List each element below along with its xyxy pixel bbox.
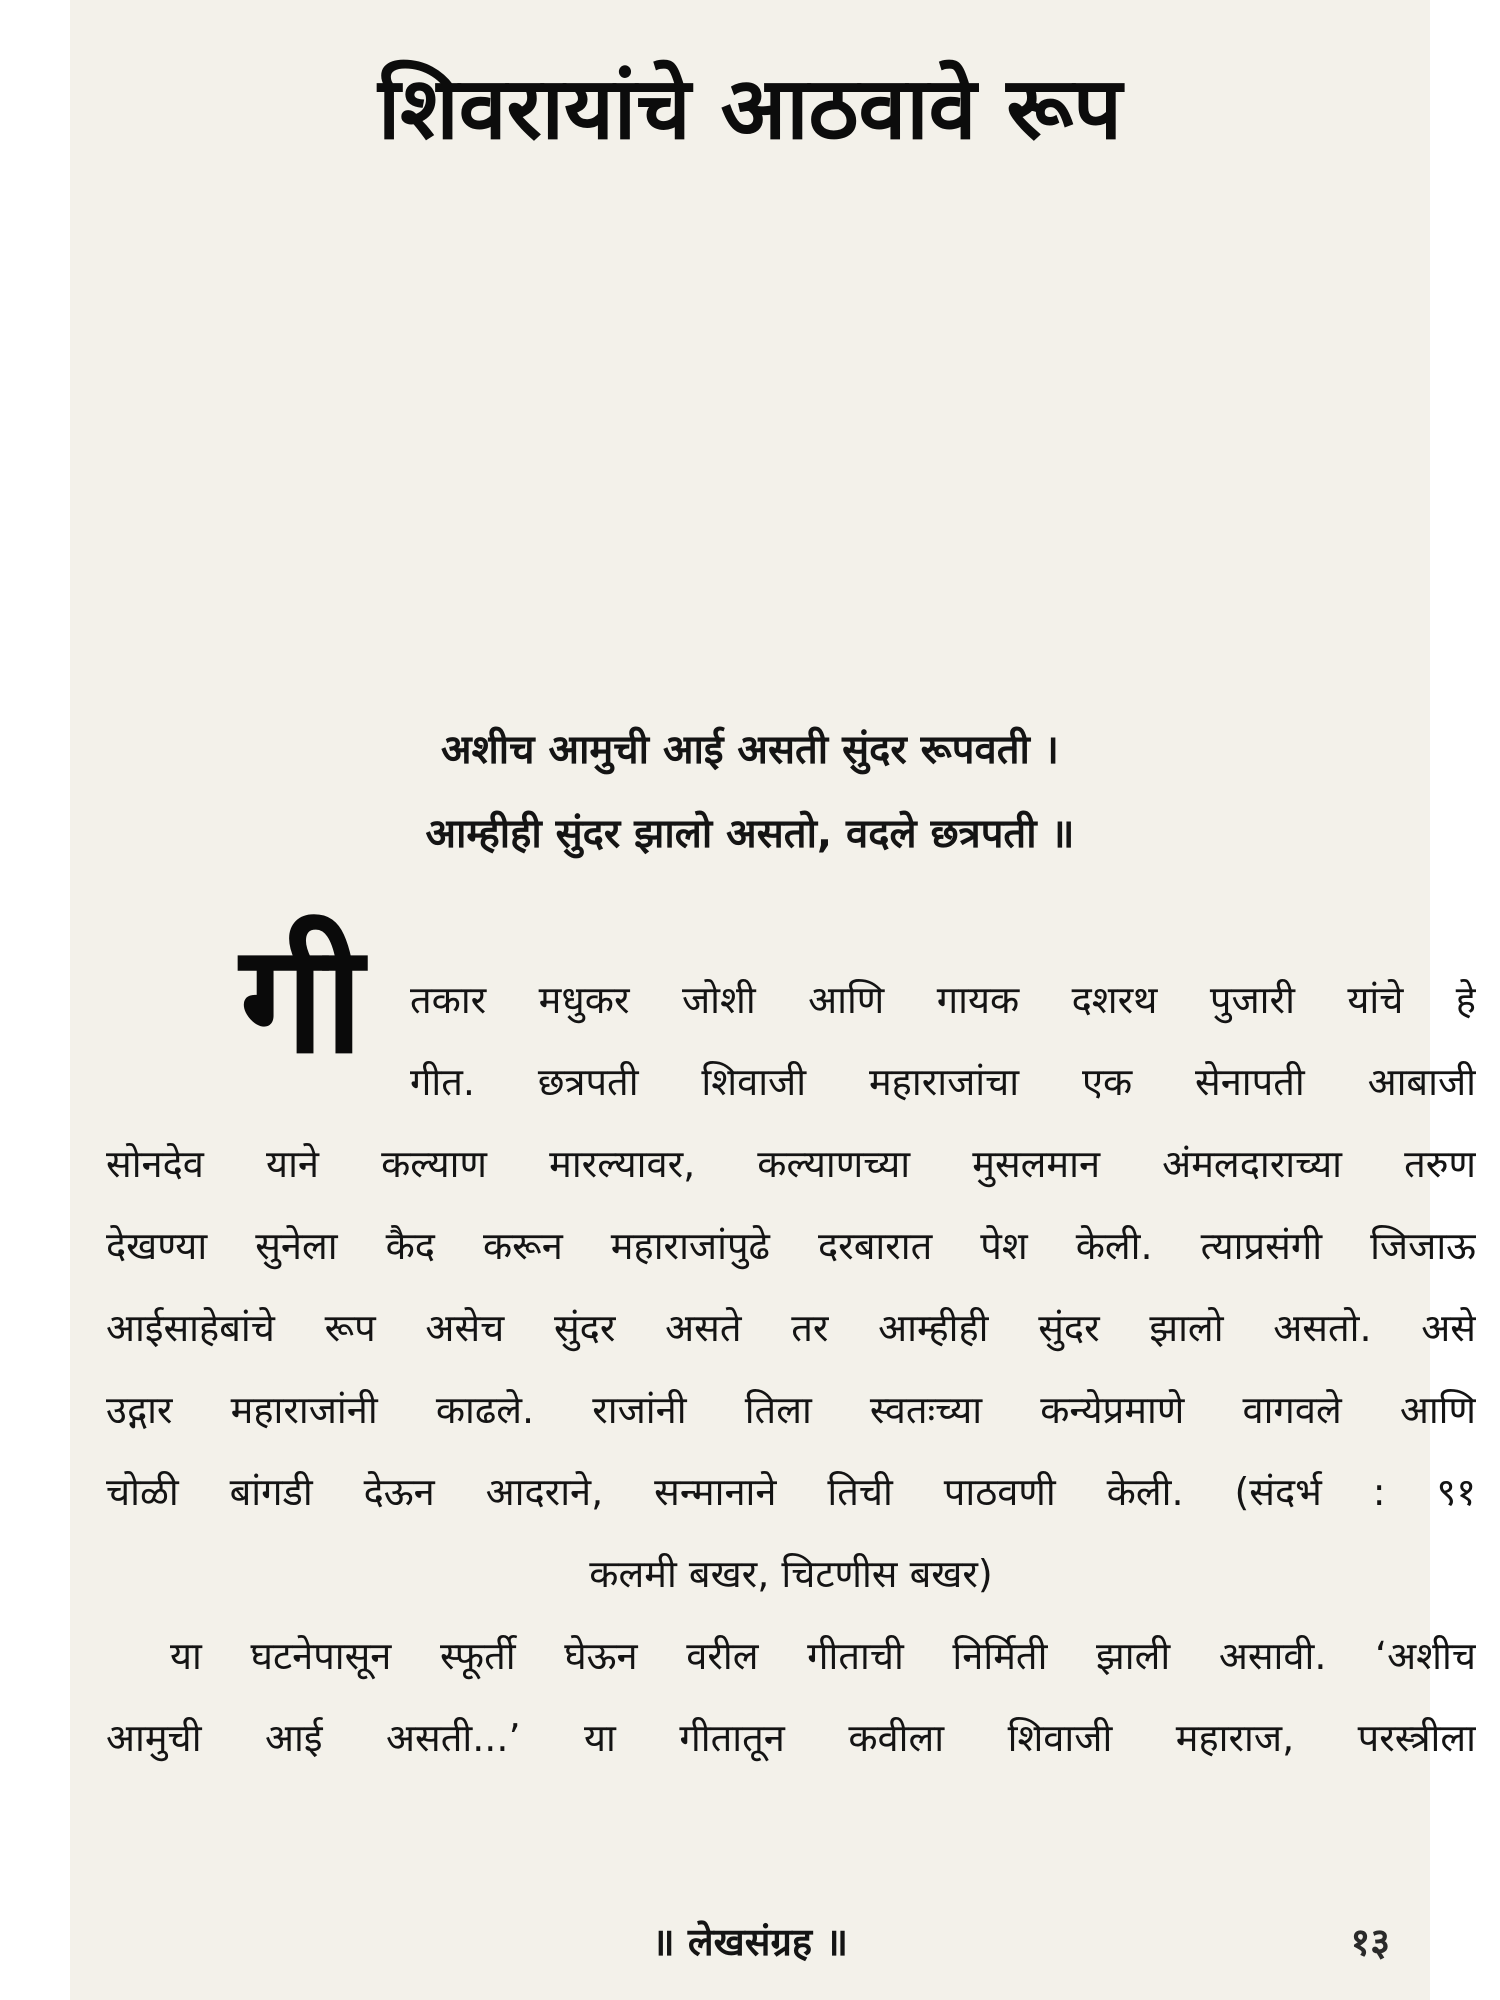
paragraph-line: आमुची आई असती...’ या गीतातून कवीला शिवाजी महाराज, परस्त्रीला [106,1716,1476,1760]
paragraph-line: देखण्या सुनेला कैद करून महाराजांपुढे दरबारात पेश केली. त्याप्रसंगी जिजाऊ [106,1224,1476,1268]
page-title: शिवरायांचे आठवावे रूप [377,59,1123,159]
paragraph-line: तकार मधुकर जोशी आणि गायक दशरथ पुजारी यांचे हे [410,978,1476,1022]
page-number: १३ [1350,1920,1390,1964]
paragraph-line: उद्गार महाराजांनी काढले. राजांनी तिला स्वतःच्या कन्येप्रमाणे वागवले आणि [106,1388,1476,1432]
paragraph-line: या घटनेपासून स्फूर्ती घेऊन वरील गीताची निर्मिती झाली असावी. ‘अशीच [170,1634,1476,1678]
paragraph-line: कलमी बखर, चिटणीस बखर) [589,1552,993,1596]
paragraph-line: गीत. छत्रपती शिवाजी महाराजांचा एक सेनापती आबाजी [410,1060,1476,1104]
verse-line-1: अशीच आमुची आई असती सुंदर रूपवती । [441,727,1059,773]
paragraph-line: चोळी बांगडी देऊन आदराने, सन्मानाने तिची पाठवणी केली. (संदर्भ : ९१ [106,1470,1476,1514]
paragraph-line: आईसाहेबांचे रूप असेच सुंदर असते तर आम्हीही सुंदर झालो असतो. असे [106,1306,1476,1350]
paragraph-line: सोनदेव याने कल्याण मारल्यावर, कल्याणच्या मुसलमान अंमलदाराच्या तरुण [106,1142,1476,1186]
drop-cap: गी [240,913,364,1087]
verse-line-2: आम्हीही सुंदर झालो असतो, वदले छत्रपती ॥ [425,811,1075,857]
document-page [70,0,1476,2000]
footer-book-title: ॥ लेखसंग्रह ॥ [651,1920,849,1964]
